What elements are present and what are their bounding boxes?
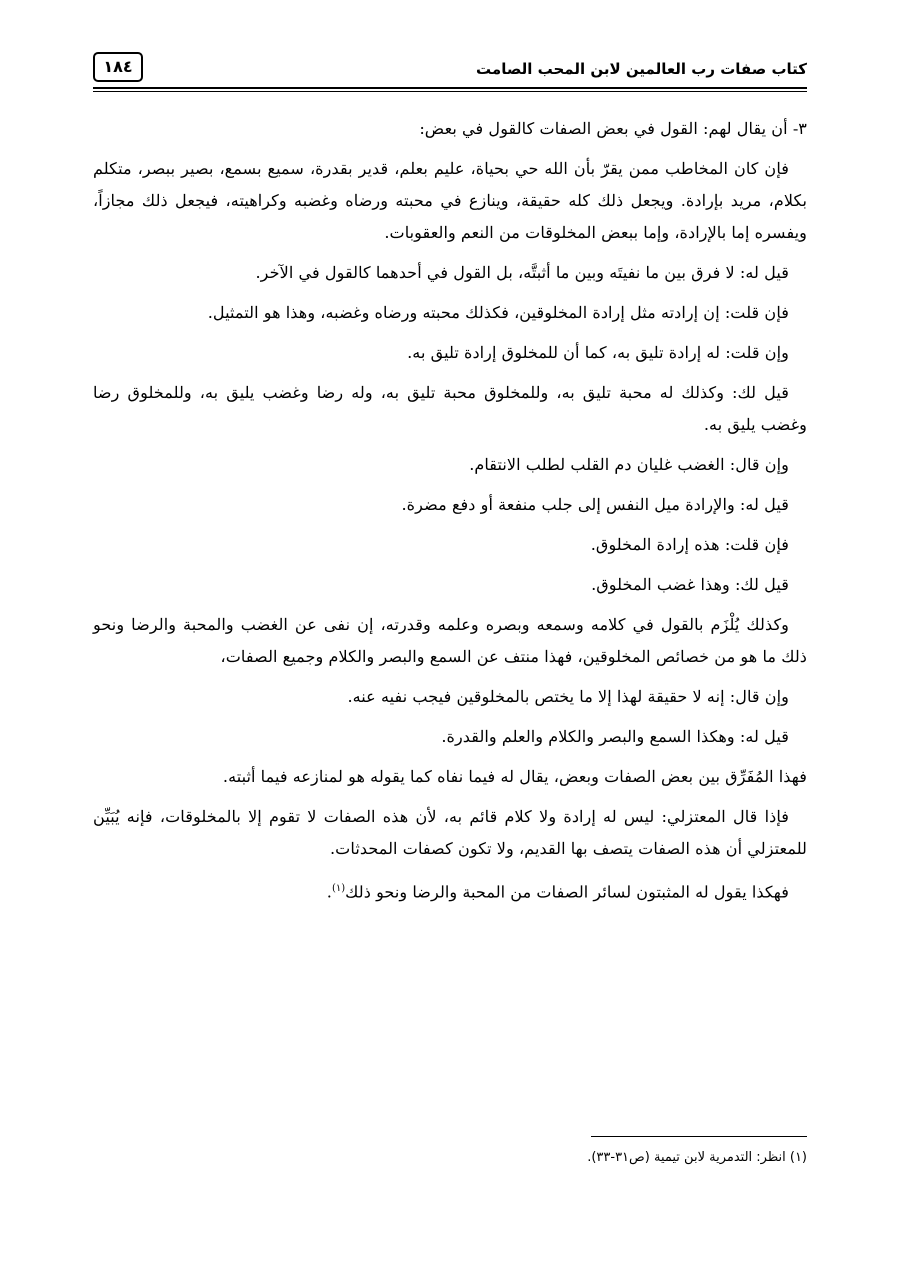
- paragraph: قيل له: وهكذا السمع والبصر والكلام والعلم والقدرة.: [441, 727, 789, 746]
- paragraph: قيل له: لا فرق بين ما نفيتَه وبين ما أثبتَّه، بل القول في أحدهما كالقول في الآخر.: [255, 263, 789, 282]
- paragraph: فإن قلت: هذه إرادة المخلوق.: [590, 535, 789, 554]
- paragraph-point-3: ٣- أن يقال لهم: القول في بعض الصفات كالقول في بعض:: [419, 119, 807, 138]
- paragraph: فهذا المُفَرِّق بين بعض الصفات وبعض، يقال له فيما نفاه كما يقوله هو لمنازعه فيما أثبته.: [222, 767, 807, 786]
- paragraph-last: فهكذا يقول له المثبتون لسائر الصفات من المحبة والرضا ونحو ذلك$^{(١)}$.: [326, 882, 789, 902]
- paragraph: فإذا قال المعتزلي: ليس له إرادة ولا كلام قائم به، لأن هذه الصفات لا تقوم إلا بالمخلوقات، فإنه يُبَيِّن للمعتزلي أن هذه الصفات يتصف بها القديم، ولا تكون كصفات المحدثات.: [93, 807, 807, 858]
- paragraph: وإن قال: الغضب غليان دم القلب لطلب الانتقام.: [469, 455, 789, 474]
- paragraph: وإن قال: إنه لا حقيقة لهذا إلا ما يختص بالمخلوقين فيجب نفيه عنه.: [347, 687, 789, 706]
- footnote-marker[interactable]: (١): [331, 883, 346, 894]
- book-title: كتاب صفات رب العالمين لابن المحب الصامت: [476, 60, 807, 78]
- paragraph: قيل له: والإرادة ميل النفس إلى جلب منفعة أو دفع مضرة.: [401, 495, 789, 514]
- paragraph: فإن قلت: إن إرادته مثل إرادة المخلوقين، فكذلك محبته ورضاه وغضبه، وهذا هو التمثيل.: [207, 303, 789, 322]
- page-header: [93, 50, 807, 92]
- paragraph: وكذلك يُلْزَم بالقول في كلامه وسمعه وبصره وعلمه وقدرته، إن نفى عن الغضب والمحبة والرضا ونحو ذلك ما هو من خصائص المخلوقين، فهذا منتف عن السمع والبصر والكلام وجميع الصفات،: [93, 615, 807, 666]
- paragraph: فإن كان المخاطب ممن يقرّ بأن الله حي بحياة، عليم بعلم، قدير بقدرة، سميع بسمع، بصير ببصر، متكلم بكلام، مريد بإرادة. ويجعل ذلك كله حقيقة، وينازع في محبته ورضاه وغضبه وكراهيته، فيجعل ذلك مجازاً، ويفسره إما بالإرادة، وإما ببعض المخلوقات من النعم والعقوبات.: [93, 159, 807, 242]
- page-number: ١٨٤: [93, 52, 143, 82]
- footnote-rule: [591, 1136, 807, 1137]
- page-body: [93, 113, 807, 916]
- header-rule: [93, 87, 807, 89]
- paragraph: وإن قلت: له إرادة تليق به، كما أن للمخلوق إرادة تليق به.: [407, 343, 789, 362]
- footnote: (١) انظر: التدمرية لابن تيمية (ص٣١-٣٣).: [587, 1150, 807, 1165]
- header-rule-thin: [93, 91, 807, 92]
- paragraph: قيل لك: وهذا غضب المخلوق.: [591, 575, 789, 594]
- paragraph-last-text: فهكذا يقول له المثبتون لسائر الصفات من المحبة والرضا ونحو ذلك: [345, 882, 789, 902]
- paragraph: قيل لك: وكذلك له محبة تليق به، وللمخلوق محبة تليق به، وله رضا وغضب يليق به، وللمخلوق رضا وغضب يليق به.: [93, 383, 807, 434]
